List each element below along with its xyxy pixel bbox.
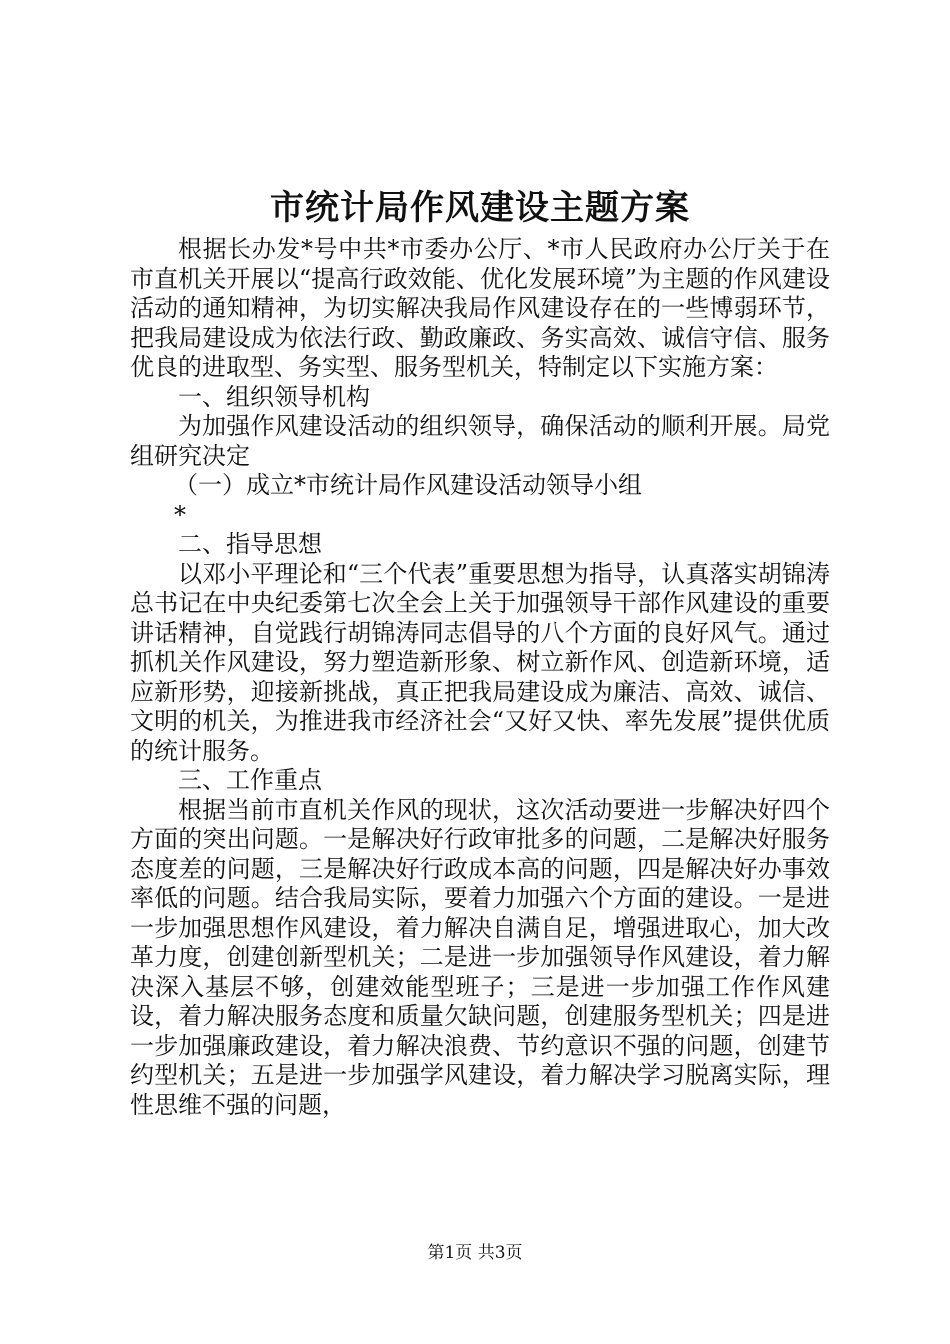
intro-paragraph: 根据长办发*号中共*市委办公厅、*市人民政府办公厅关于在市直机关开展以“提高行政效能、优化发展环境”为主题的作风建设活动的通知精神，为切实解决我局作风建设存在的一些博弱环节，把我局建设成为依法行政、勤政廉政、务实高效、诚信守信、服务优良的进取型、务实型、服务型机关，特制定以下实施方案： xyxy=(130,235,830,381)
document-title: 市统计局作风建设主题方案 xyxy=(270,188,690,228)
section-heading-organization: 一、组织领导机构 xyxy=(178,382,370,411)
document-page xyxy=(130,185,830,1120)
page-footer: 第1页 共3页 xyxy=(427,1243,523,1263)
section-organization-body: 为加强作风建设活动的组织领导，确保活动的顺利开展。局党组研究决定 xyxy=(130,412,830,470)
placeholder-asterisk: * xyxy=(174,500,186,529)
section-guiding-ideology-body: 以邓小平理论和“三个代表”重要思想为指导，认真落实胡锦涛总书记在中央纪委第七次全会上关于加强领导干部作风建设的重要讲话精神，自觉践行胡锦涛同志倡导的八个方面的良好风气。通过抓机关作风建设，努力塑造新形象、树立新作风、创造新环境，适应新形势，迎接新挑战，真正把我局建设成为廉洁、高效、诚信、文明的机关，为推进我市经济社会“又好又快、率先发展”提供优质的统计服务。 xyxy=(130,559,830,765)
section-organization-subheading: （一）成立*市统计局作风建设活动领导小组 xyxy=(174,471,642,499)
section-heading-work-focus: 三、工作重点 xyxy=(178,766,322,794)
section-work-focus-body: 根据当前市直机关作风的现状，这次活动要进一步解决好四个方面的突出问题。一是解决好行政审批多的问题，二是解决好服务态度差的问题，三是解决好行政成本高的问题，四是解决好办事效率低的问题。结合我局实际，要着力加强六个方面的建设。一是进一步加强思想作风建设，着力解决自满自足，增强进取心，加大改革力度，创建创新型机关；二是进一步加强领导作风建设，着力解决深入基层不够，创建效能型班子；三是进一步加强工作作风建设，着力解决服务态度和质量欠缺问题，创建服务型机关；四是进一步加强廉政建设，着力解决浪费、节约意识不强的问题，创建节约型机关；五是进一步加强学风建设，着力解决学习脱离实际，理性思维不强的问题， xyxy=(130,795,830,1119)
section-heading-guiding-ideology: 二、指导思想 xyxy=(178,530,322,558)
